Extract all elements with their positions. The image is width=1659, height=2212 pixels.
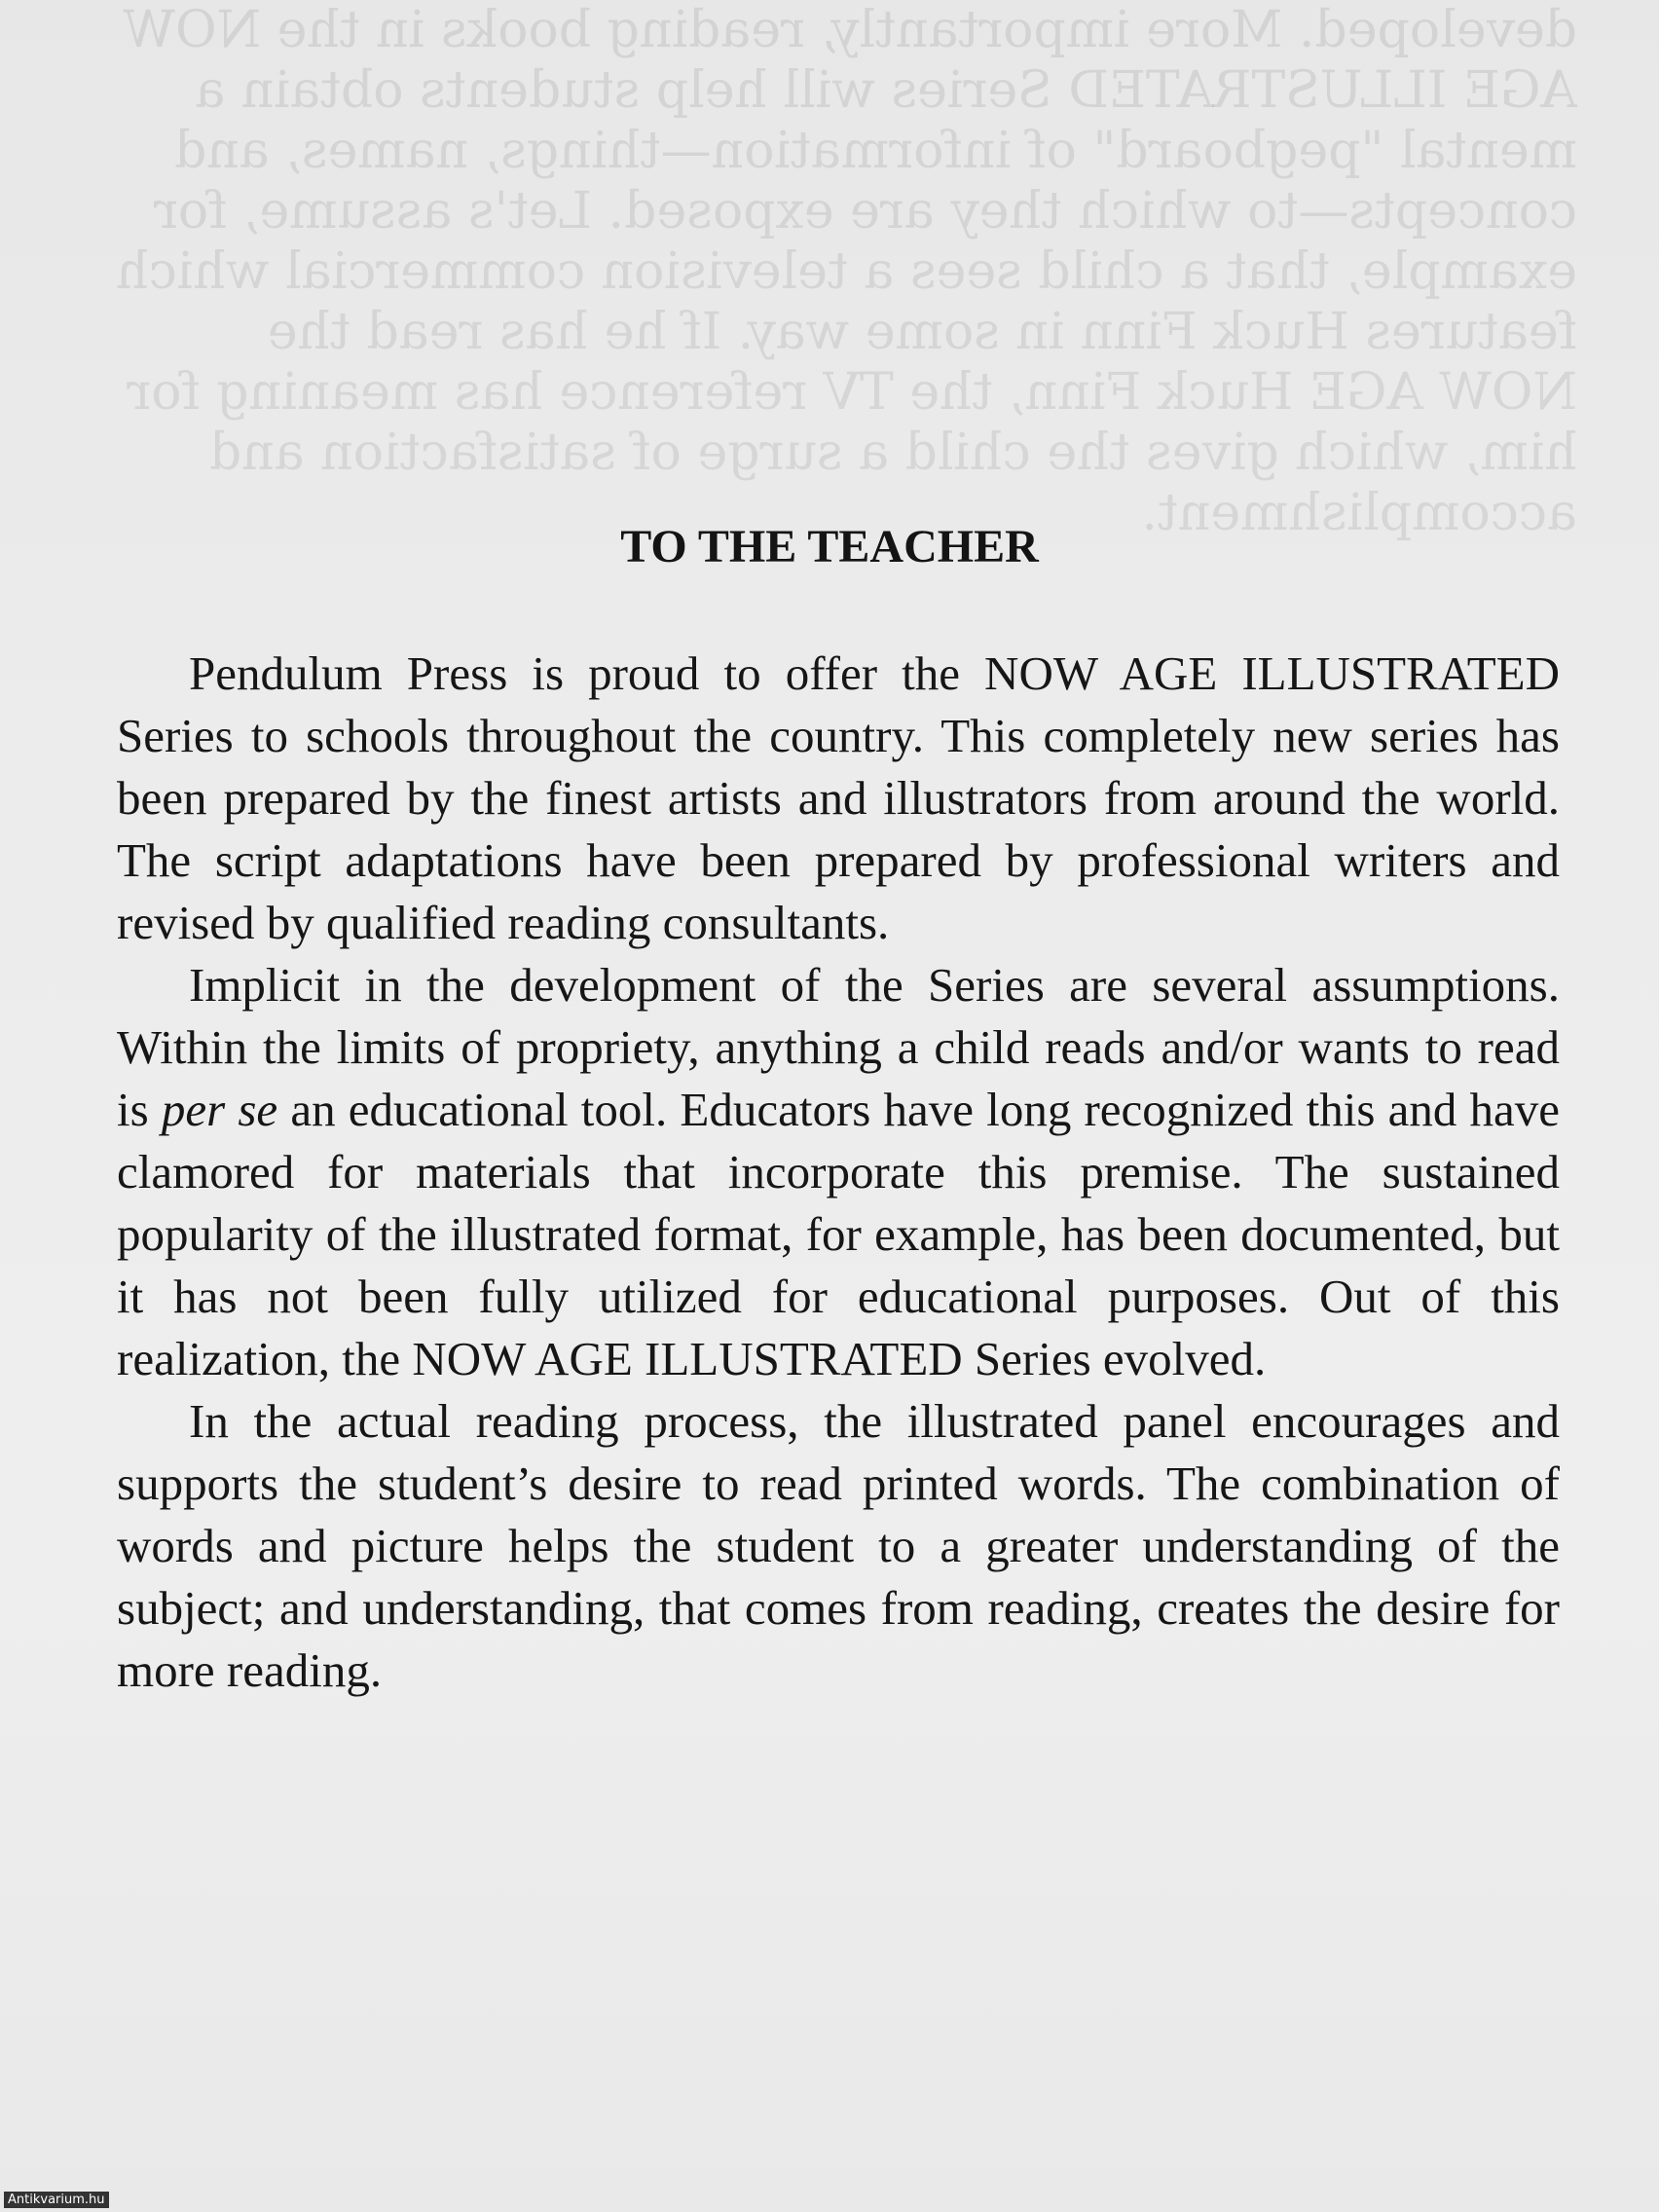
- bleed-through-texture: developed. More importantly, reading books in the NOW AGE ILLUSTRATED Series will help students obtain a mental "pegboard" of information—things, names, and concepts—to which they are exposed. Let's assume, for example, that a child sees a television commercial which features Huck Finn in some way. If he has read the NOW AGE Huck Finn, the TV reference has meaning for him, which gives the child a surge of satisfaction and accomplishment.: [116, 1, 1577, 542]
- page-title: TO THE TEACHER: [620, 521, 1039, 572]
- paragraph-2: [117, 954, 1560, 1390]
- paragraph-1: Pendulum Press is proud to offer the NOW AGE ILLUSTRATED Series to schools throughout the country. This completely new series has been prepared by the finest artists and illustrators from around the world. The script adaptations have been prepared by professional writers and revised by qualified reading consultants.: [117, 646, 1560, 949]
- paragraph-2-italic: per se: [161, 1083, 278, 1136]
- paragraph-2-text-before: Implicit in the development of the Series are several assumptions. Within the limits of propriety, anything a child reads and/or wants to read is: [117, 958, 1560, 1136]
- body-text: [117, 643, 1560, 1702]
- paragraph-2-text-after: an educational tool. Educators have long recognized this and have clamored for materials that incorporate this premise. The sustained popularity of the illustrated format, for example, has been documented, but it has not been fully utilized for educational purposes. Out of this realization, the NOW AGE ILLUSTRATED Series evolved.: [117, 1083, 1560, 1385]
- paragraph-3: In the actual reading process, the illustrated panel encourages and supports the student’s desire to read printed words. The combination of words and picture helps the student to a greater understanding of the subject; and understanding, that comes from reading, creates the desire for more reading.: [117, 1394, 1560, 1697]
- watermark-label: Antikvarium.hu: [4, 2192, 109, 2208]
